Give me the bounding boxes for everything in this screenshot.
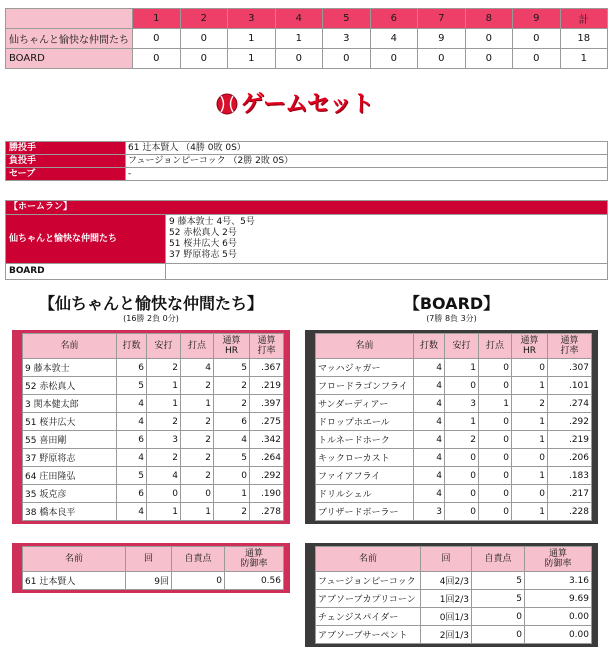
inning-score-cell: 9 [418,29,466,49]
batting-table [315,333,592,521]
team-title: 【仙ちゃんと愉快な仲間たち】 [38,294,263,313]
player-name: トルネードホーク [316,431,414,449]
innings-header [126,547,172,572]
season-hr: 5 [214,449,250,467]
header-text: 名前 [355,341,374,351]
hits: 1 [147,377,181,395]
header-text: 打点 [187,341,206,351]
player-name: 38 橋本良平 [23,503,117,521]
player-name: 3 関本健太郎 [23,395,117,413]
home-pitching-box [12,543,290,593]
header-text: 回 [143,554,153,564]
innings-pitched: 4回2/3 [421,572,472,590]
header-text: 自責点 [484,554,512,564]
season-hr: 1 [512,503,548,521]
header-text: 防御率 [240,559,268,569]
homerun-panel [5,200,607,280]
batter-row [316,359,592,377]
header-text: 防御率 [544,559,572,569]
season-hr: 1 [512,431,548,449]
earned-runs: 0 [172,572,225,590]
inning-header-cell: 7 [418,9,466,29]
total-header-cell: 計 [560,9,608,29]
at-bats: 4 [414,431,445,449]
season-avg: .274 [548,395,592,413]
rbi: 1 [479,395,512,413]
at-bats: 4 [414,485,445,503]
at-bats: 5 [117,467,147,485]
at-bats-header [117,334,147,359]
homerun-team-row [6,215,608,264]
inning-score-cell: 1 [228,29,276,49]
at-bats: 4 [117,395,147,413]
inning-score-cell: 0 [513,49,561,69]
homerun-list-cell [166,215,608,264]
pitching-table [22,546,284,590]
inning-score-cell: 0 [465,49,513,69]
at-bats: 4 [414,359,445,377]
earned-runs-header [172,547,225,572]
batter-row [316,449,592,467]
team-record: (16勝 2負 0分) [123,314,179,323]
at-bats-header [414,334,445,359]
pitching-header-row [316,547,592,572]
rbi: 0 [479,413,512,431]
innings-pitched: 9回 [126,572,172,590]
season-hr: 2 [214,377,250,395]
season-avg: .190 [250,485,284,503]
name-header [316,547,421,572]
season-avg-header [548,334,592,359]
homerun-team-row [6,264,608,280]
season-hr: 0 [512,485,548,503]
inning-score-cell: 0 [180,29,228,49]
header-text: 通算 [520,336,539,346]
season-avg: .183 [548,467,592,485]
at-bats: 4 [414,395,445,413]
hits: 0 [445,485,479,503]
pitcher-result-row [6,142,608,155]
hits: 2 [147,449,181,467]
season-hr: 6 [214,413,250,431]
header-text: 打点 [485,341,504,351]
header-text: 通算 [548,549,567,559]
rbi: 0 [479,467,512,485]
scoreboard-table [5,8,608,69]
result-label-cell: 勝投手 [6,142,126,155]
rbi: 0 [479,431,512,449]
at-bats: 3 [414,503,445,521]
at-bats: 6 [117,431,147,449]
earned-runs: 0 [472,626,525,644]
homerun-title-row [6,201,608,215]
season-hr: 0 [512,359,548,377]
header-text: HR [224,346,239,356]
hits-header [147,334,181,359]
season-avg: .101 [548,377,592,395]
season-era-header [225,547,284,572]
batter-row [23,485,284,503]
home-batting-box [12,330,290,524]
earned-runs: 5 [472,590,525,608]
logo-text: ゲームセット [241,91,373,117]
season-avg-header [250,334,284,359]
homerun-entry: 37 野原将志 5号 [169,250,237,260]
inning-score-cell: 1 [275,29,323,49]
inning-header-cell: 1 [133,9,181,29]
header-text: 通算 [244,549,263,559]
at-bats: 4 [117,449,147,467]
batter-row [23,413,284,431]
hits: 0 [445,449,479,467]
hits: 3 [147,431,181,449]
header-text: 自責点 [184,554,212,564]
hits-header [445,334,479,359]
pitcher-row [23,572,284,590]
batter-row [316,431,592,449]
batter-row [23,395,284,413]
batter-row [316,413,592,431]
player-name: ファイアフライ [316,467,414,485]
header-text: 安打 [154,341,173,351]
inning-header-cell: 2 [180,9,228,29]
player-name: 9 藤本敦士 [23,359,117,377]
header-text: 通算 [257,336,276,346]
scoreboard-corner-cell [6,9,133,29]
pitcher-results-table [5,141,608,181]
player-name: フロードラゴンフライ [316,377,414,395]
player-name: ブリザードボーラー [316,503,414,521]
season-hr: 4 [214,431,250,449]
inning-score-cell: 0 [418,49,466,69]
season-hr: 0 [512,449,548,467]
hits: 1 [147,503,181,521]
season-hr: 1 [512,413,548,431]
scoreboard [5,8,607,69]
result-label-cell: セーブ [6,168,126,181]
header-text: 通算 [222,336,241,346]
season-hr: 1 [214,485,250,503]
season-hr: 5 [214,359,250,377]
hits: 0 [147,485,181,503]
hits: 1 [445,359,479,377]
pitcher-name: チェンジスパイダー [316,608,421,626]
innings-pitched: 1回2/3 [421,590,472,608]
season-avg: .307 [548,359,592,377]
header-text: 名前 [358,554,377,564]
season-era: 0.00 [525,626,592,644]
inning-score-cell: 0 [275,49,323,69]
at-bats: 5 [117,377,147,395]
homerun-team-cell: BOARD [6,264,166,280]
pitcher-result-row [6,168,608,181]
hits: 2 [147,359,181,377]
earned-runs: 0 [472,608,525,626]
player-name: 37 野原将志 [23,449,117,467]
pitcher-row [316,626,592,644]
player-name: マッハジャガー [316,359,414,377]
name-header [23,547,126,572]
season-avg: .219 [548,431,592,449]
header-text: 名前 [64,554,83,564]
season-avg: .219 [250,377,284,395]
home-team-heading [12,293,290,324]
earned-runs-header [472,547,525,572]
scoreboard-header-row [6,9,608,29]
season-hr: 0 [214,467,250,485]
inning-score-cell: 3 [323,29,371,49]
rbi-header [479,334,512,359]
away-team-heading [305,293,598,324]
season-hr: 2 [214,395,250,413]
header-text: 打率 [257,346,276,356]
homerun-entry: 51 桜井広大 6号 [169,239,237,249]
inning-score-cell: 0 [133,29,181,49]
season-avg: .264 [250,449,284,467]
hits: 2 [147,413,181,431]
pitcher-results [5,141,607,181]
rbi: 2 [181,467,214,485]
inning-score-cell: 4 [370,29,418,49]
header-text: HR [522,346,537,356]
homerun-list-cell [166,264,608,280]
season-avg: .206 [548,449,592,467]
season-avg: .342 [250,431,284,449]
at-bats: 4 [117,503,147,521]
batter-row [316,503,592,521]
header-text: 通算 [560,336,579,346]
batting-header-row [23,334,284,359]
hits: 3 [445,395,479,413]
pitching-header-row [23,547,284,572]
season-avg: .217 [548,485,592,503]
team-name-cell: 仙ちゃんと愉快な仲間たち [6,29,133,49]
batter-row [23,449,284,467]
season-era: 9.69 [525,590,592,608]
hits: 4 [147,467,181,485]
hits: 2 [445,431,479,449]
team-record: (7勝 8負 3分) [426,314,477,323]
away-batting-box [305,330,598,524]
at-bats: 4 [414,467,445,485]
pitcher-name: アブソーブサーペント [316,626,421,644]
rbi: 0 [479,485,512,503]
pitcher-result-row [6,155,608,168]
innings-header [421,547,472,572]
hits: 0 [445,377,479,395]
name-header [23,334,117,359]
innings-pitched: 2回1/3 [421,626,472,644]
at-bats: 4 [414,377,445,395]
pitcher-name: 61 辻本賢人 [23,572,126,590]
season-avg: .228 [548,503,592,521]
rbi: 2 [181,377,214,395]
pitcher-row [316,590,592,608]
batter-row [316,377,592,395]
inning-score-cell: 1 [228,49,276,69]
homerun-entry: 9 藤本敦士 4号、5号 [169,217,255,227]
season-era: 0.56 [225,572,284,590]
player-name: 35 坂克彦 [23,485,117,503]
at-bats: 6 [117,359,147,377]
season-hr-header [512,334,548,359]
rbi: 1 [181,503,214,521]
homerun-team-cell: 仙ちゃんと愉快な仲間たち [6,215,166,264]
rbi: 4 [181,359,214,377]
player-name: キックローカスト [316,449,414,467]
inning-header-cell: 6 [370,9,418,29]
homerun-table [5,200,608,280]
total-score-cell: 18 [560,29,608,49]
earned-runs: 5 [472,572,525,590]
at-bats: 4 [117,413,147,431]
season-avg: .292 [548,413,592,431]
rbi: 2 [181,413,214,431]
player-name: 64 庄田隆弘 [23,467,117,485]
header-text: 安打 [452,341,471,351]
name-header [316,334,414,359]
inning-score-cell: 0 [180,49,228,69]
result-label-cell: 負投手 [6,155,126,168]
pitcher-name: フュージョンピーコック [316,572,421,590]
season-era: 0.00 [525,608,592,626]
inning-header-cell: 4 [275,9,323,29]
season-hr: 1 [512,377,548,395]
season-avg: .367 [250,359,284,377]
batter-row [316,395,592,413]
rbi: 0 [479,377,512,395]
season-era-header [525,547,592,572]
pitcher-row [316,572,592,590]
rbi: 0 [479,503,512,521]
rbi: 2 [181,431,214,449]
season-avg: .278 [250,503,284,521]
player-name: 52 赤松真人 [23,377,117,395]
pitcher-row [316,608,592,626]
pitching-table [315,546,592,644]
season-era: 3.16 [525,572,592,590]
header-text: 打率 [560,346,579,356]
player-name: 51 桜井広大 [23,413,117,431]
game-set-logo [216,90,373,118]
inning-header-cell: 8 [465,9,513,29]
batter-row [23,431,284,449]
result-value-cell: フュージョンピーコック （2勝 2敗 0S） [126,155,608,168]
season-hr: 1 [512,467,548,485]
rbi: 0 [479,359,512,377]
homerun-title: 【ホームラン】 [6,201,608,215]
away-pitching-box [305,543,598,647]
batter-row [23,359,284,377]
inning-score-cell: 0 [465,29,513,49]
rbi: 0 [479,449,512,467]
result-value-cell: - [126,168,608,181]
season-hr: 2 [512,395,548,413]
inning-header-cell: 5 [323,9,371,29]
at-bats: 6 [117,485,147,503]
result-value-cell: 61 辻本賢人 （4勝 0敗 0S） [126,142,608,155]
rbi: 1 [181,395,214,413]
hits: 0 [445,503,479,521]
header-text: 打数 [122,341,141,351]
innings-pitched: 0回1/3 [421,608,472,626]
header-text: 名前 [60,341,79,351]
header-text: 打数 [419,341,438,351]
pitcher-name: アブソーブカプリコーン [316,590,421,608]
hits: 0 [445,467,479,485]
season-avg: .397 [250,395,284,413]
player-name: サンダーディアー [316,395,414,413]
inning-score-cell: 0 [513,29,561,49]
team-title: 【BOARD】 [403,294,500,313]
player-name: ドリルシェル [316,485,414,503]
header-text: 回 [441,554,451,564]
at-bats: 4 [414,413,445,431]
batter-row [23,467,284,485]
hits: 1 [147,395,181,413]
team-name-cell: BOARD [6,49,133,69]
rbi: 2 [181,449,214,467]
scoreboard-team-row [6,49,608,69]
scoreboard-team-row [6,29,608,49]
inning-header-cell: 3 [228,9,276,29]
at-bats: 4 [414,449,445,467]
season-hr-header [214,334,250,359]
inning-header-cell: 9 [513,9,561,29]
player-name: 55 喜田剛 [23,431,117,449]
batter-row [316,467,592,485]
batting-header-row [316,334,592,359]
batter-row [23,377,284,395]
homerun-entry: 52 赤松真人 2号 [169,228,237,238]
batting-table [22,333,284,521]
season-avg: .275 [250,413,284,431]
inning-score-cell: 0 [370,49,418,69]
rbi: 0 [181,485,214,503]
player-name: ドロップホエール [316,413,414,431]
hits: 1 [445,413,479,431]
rbi-header [181,334,214,359]
season-hr: 2 [214,503,250,521]
inning-score-cell: 0 [133,49,181,69]
baseball-icon [216,93,238,115]
batter-row [316,485,592,503]
total-score-cell: 1 [560,49,608,69]
season-avg: .292 [250,467,284,485]
inning-score-cell: 0 [323,49,371,69]
batter-row [23,503,284,521]
